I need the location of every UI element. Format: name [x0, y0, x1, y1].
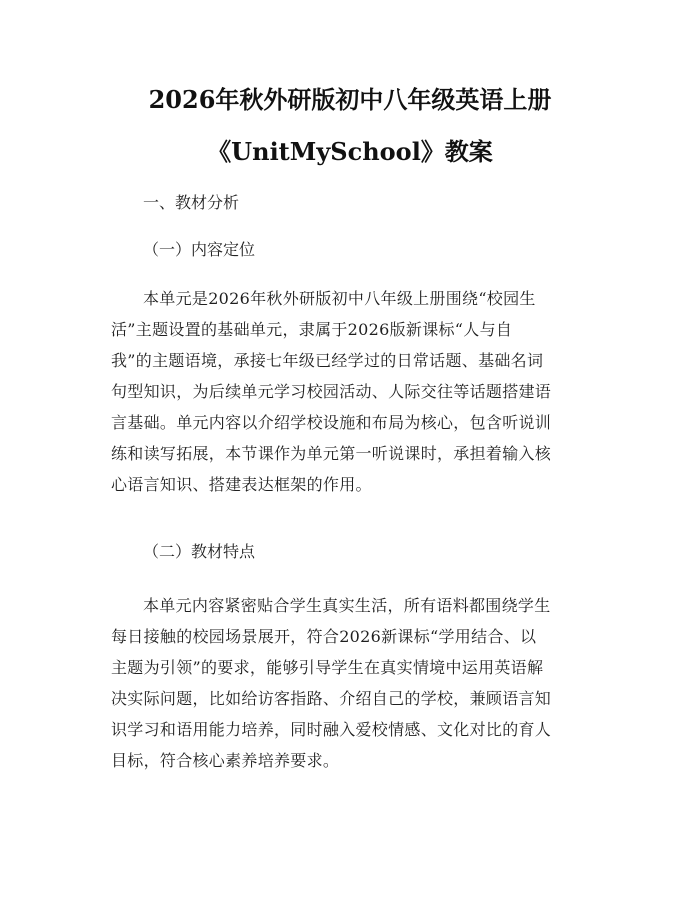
- subsection-heading-content-positioning: （一）内容定位: [143, 240, 256, 259]
- paragraph-line: 本单元是2026年秋外研版初中八年级上册围绕“校园生: [143, 289, 536, 308]
- paragraph-content-positioning: [111, 283, 591, 500]
- paragraph-line: 决实际问题，比如给访客指路、介绍自己的学校，兼顾语言知: [111, 689, 552, 708]
- paragraph-line: 目标，符合核心素养培养要求。: [111, 751, 340, 770]
- paragraph-line: 我”的主题语境，承接七年级已经学过的日常话题、基础名词: [111, 351, 544, 370]
- paragraph-line: 心语言知识、搭建表达框架的作用。: [111, 475, 372, 494]
- paragraph-line: 主题为引领”的要求，能够引导学生在真实情境中运用英语解: [111, 658, 544, 677]
- section-heading-textbook-analysis: 一、教材分析: [143, 193, 240, 212]
- paragraph-textbook-features: [111, 590, 591, 776]
- paragraph-line: 识学习和语用能力培养，同时融入爱校情感、文化对比的育人: [111, 720, 552, 739]
- paragraph-line: 句型知识，为后续单元学习校园活动、人际交往等话题搭建语: [111, 382, 552, 401]
- paragraph-line: 练和读写拓展，本节课作为单元第一听说课时，承担着输入核: [111, 444, 552, 463]
- paragraph-line: 活”主题设置的基础单元，隶属于2026版新课标“人与自: [111, 320, 513, 339]
- subsection-heading-textbook-features: （二）教材特点: [143, 542, 256, 561]
- paragraph-line: 言基础。单元内容以介绍学校设施和布局为核心，包含听说训: [111, 413, 552, 432]
- document-title-line1: 2026年秋外研版初中八年级英语上册: [148, 85, 552, 114]
- document-title-line2: 《UnitMySchool》教案: [207, 137, 493, 166]
- paragraph-line: 本单元内容紧密贴合学生真实生活，所有语料都围绕学生: [143, 596, 551, 615]
- paragraph-line: 每日接触的校园场景展开，符合2026新课标“学用结合、以: [111, 627, 537, 646]
